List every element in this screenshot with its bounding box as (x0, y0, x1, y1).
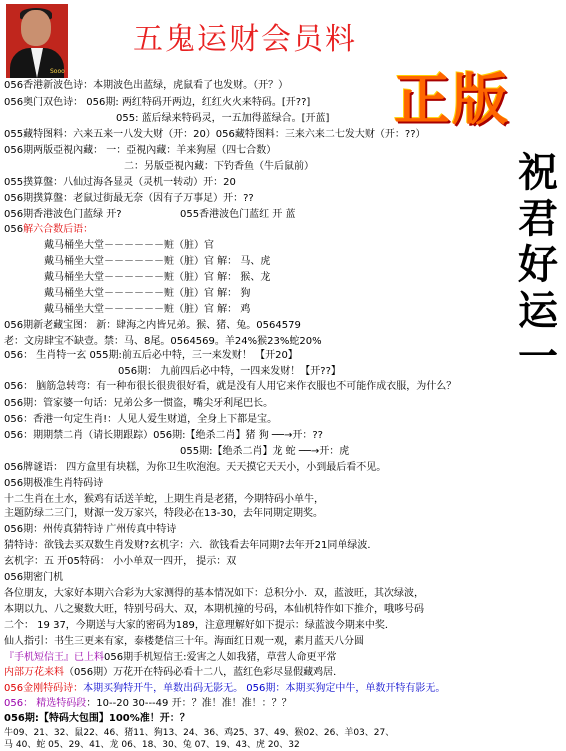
immortal-guide: 仙人指引：书生三更来有家，泰楼楚信三十年。海面红日观一观，素月蓝天八分圆 (4, 636, 364, 647)
guess-poem: 猜特诗：欲钱去买双数生肖发财?玄机字：六．欲钱看去年同期?去年开21同单绿波． (4, 540, 378, 551)
vajra-text: 本期买狗特开牛，单数出码无影无。 056期：本期买狗定中牛，单数开特有影无。 (83, 683, 446, 694)
hk-color-gate-055: 055香港波色门蓝红 开 蓝 (180, 209, 296, 220)
wanhua-source (4, 667, 343, 679)
banned-two-zodiac-055: 055期:【绝杀二肖】龙 蛇 ──→开：虎 (180, 446, 350, 457)
avatar-photo (6, 4, 68, 78)
front-back-hint: 056期： 九前四后必中特，一四来发财！【开??】 (118, 366, 341, 377)
macau-color-poem: 056奥门双色诗： 056期: 两红特码开两边，红红火火来特码。[开??] (4, 97, 311, 108)
zodiac-poem-title: 056期极准生肖特码诗 (4, 478, 104, 489)
zodiac-poem-line: 十二生肖在土水，猴鸡有话送羊蛇，上期生肖是老猪，今期特码小单牛， (4, 494, 324, 505)
vertical-char: 君 (518, 195, 558, 242)
riddle-line: 戴马桶坐大堂－－－－－－赃（脏）官 解： 鸡 (44, 304, 251, 315)
selected-range-text: ：10--20 30---49 开：？准！准！准！：？？ (86, 698, 292, 709)
old-treasure-map: 老：文房肆宝不缺壹。禁：马、8尾。0564569。羊24%猴23%蛇20% (4, 336, 322, 347)
number-list: 牛09、21、32、鼠22、46、猪11、狗13、24、36、鸡25、37、49、猴02、26、羊03、27、 (4, 728, 395, 738)
zodiac-mystery: 056： 生肖特一玄 055期:前五后必中特，三一来发财！ 【开20】 (4, 350, 298, 361)
atv-hint-two: 二：另版亞視內藏：下钓香鱼（牛后鼠前） (124, 161, 314, 172)
atv-hint-one: 056期两版亞視內藏： 一：亞視內藏：羊来狗屋（四七合数） (4, 145, 277, 156)
fax-poem-title: 056期：州传真猜特诗 广州传真中特诗 (4, 524, 177, 535)
hk-one-sentence: 056：香港一句定生肖!：人见人爱生财道，全身上下都是宝。 (4, 414, 278, 425)
new-treasure-map: 056期新老藏宝图： 新：肆海之内皆兄弟。猴、猪、兔。0564579 (4, 320, 301, 331)
vertical-char: 一 (518, 333, 558, 380)
secret-gate-line: 二个： 19 37，今期送与大家的密码为189，注意理解好如下提示：绿蓝波今期来中奖． (4, 620, 395, 631)
vertical-blessing (514, 150, 562, 380)
card-riddle: 056牌谜语： 四方盒里有块糕，为你卫生吹泡泡。天天摸它天天小，小到最后看不见。 (4, 462, 387, 473)
treasure-map-hint: 055藏特图料：六来五来一八发大财（开：20）056藏特图料：三来六来二七发大财（开：??） (4, 129, 426, 140)
riddle-line: 戴马桶坐大堂－－－－－－赃（脏）官 解： 狗 (44, 288, 251, 299)
secret-gate-line: 各位朋友，大家好本期六合彩为大家测得的基本情况如下：总积分小．双，蓝波旺，其次绿波， (4, 588, 424, 599)
six-harmony-header (4, 224, 93, 236)
vajra-label: 056金刚特码诗： (4, 683, 84, 694)
photo-caption: Sooo (50, 68, 65, 75)
six-harmony-title: 解六合数后语： (23, 224, 94, 235)
photo-face (21, 10, 51, 46)
vertical-char: 祝 (518, 149, 558, 196)
secret-gate-line: 本期以九、八之聚数大旺，特别号码大、双，本期机撞的号码，本仙机特作如下推介，哦哆号码 (4, 604, 424, 615)
mystery-char: 玄机字：五 开05特码： 小小单双一四开， 提示：双 (4, 556, 237, 567)
riddle-line: 戴马桶坐大堂－－－－－－赃（脏）官 (44, 240, 214, 251)
number-list: 马 40、蛇 05、29、41、龙 06、18、30、兔 07、19、43、虎 20、32 (4, 740, 300, 750)
brain-teaser: 056： 脑筋急转弯：有一种布很长很贵很好看，就是没有人用它来作衣服也不可能作成衣服，为什么？ (4, 381, 457, 392)
banned-two-zodiac-056: 056：期期禁二肖（请长期跟踪）056期:【绝杀二肖】猪 狗 ──→开：?? (4, 430, 323, 441)
selected-range (4, 698, 292, 710)
zodiac-poem-line: 主题防绿二三门，财源一发万家兴，特段必在13-30，去年同期定期奖。 (4, 508, 324, 519)
vertical-char: 好 (518, 241, 558, 288)
riddle-line: 戴马桶坐大堂－－－－－－赃（脏）官 解： 猴、龙 (44, 272, 271, 283)
vertical-char: 运 (518, 287, 558, 334)
previous-result-poem: 055: 蓝后绿来特码灵，一五加得蓝绿合。[开蓝] (116, 113, 330, 124)
wanhua-label: 内部万花来料 (4, 667, 64, 678)
riddle-line: 戴马桶坐大堂－－－－－－赃（脏）官 解： 马、虎 (44, 256, 271, 267)
genuine-stamp: 正版 (394, 68, 510, 133)
period-label: 056 (4, 224, 24, 235)
housekeeper-saying: 056期：管家婆一句话：兄弟公多一惯盗，嘴尖牙利尾巴长。 (4, 398, 274, 409)
vajra-poem (4, 683, 445, 695)
abacus-056: 056期撲算盤：老鼠过街最无奈（因有子万事足）开：?? (4, 193, 254, 204)
sms-king-label: 『手机短信王』已上料 (4, 652, 104, 663)
selected-range-label: 056： 精选特码段 (4, 698, 87, 709)
hk-color-poem: 056香港新波色诗：本期波色出蓝绿，虎鼠看了也发财。（开？） (4, 80, 289, 91)
wanhua-text: （056期）万花开在特码必看十二八，蓝红色彩尽显假藏鸡居． (64, 667, 344, 678)
hk-color-gate-056: 056期香港波色门蓝绿 开? (4, 209, 122, 220)
abacus-055: 055撲算盤：八仙过海各显灵（灵机一转动）开：20 (4, 177, 236, 188)
sms-king (4, 652, 336, 664)
sms-king-text: 056期手机短信王:爱害之人如我猪，草营人命更平常 (104, 652, 337, 663)
full-coverage-title: 056期:【特码大包围】100%准！开：？ (4, 713, 190, 724)
page-title: 五鬼运财会员料 (133, 22, 357, 57)
secret-gate-title: 056期密门机 (4, 572, 64, 583)
